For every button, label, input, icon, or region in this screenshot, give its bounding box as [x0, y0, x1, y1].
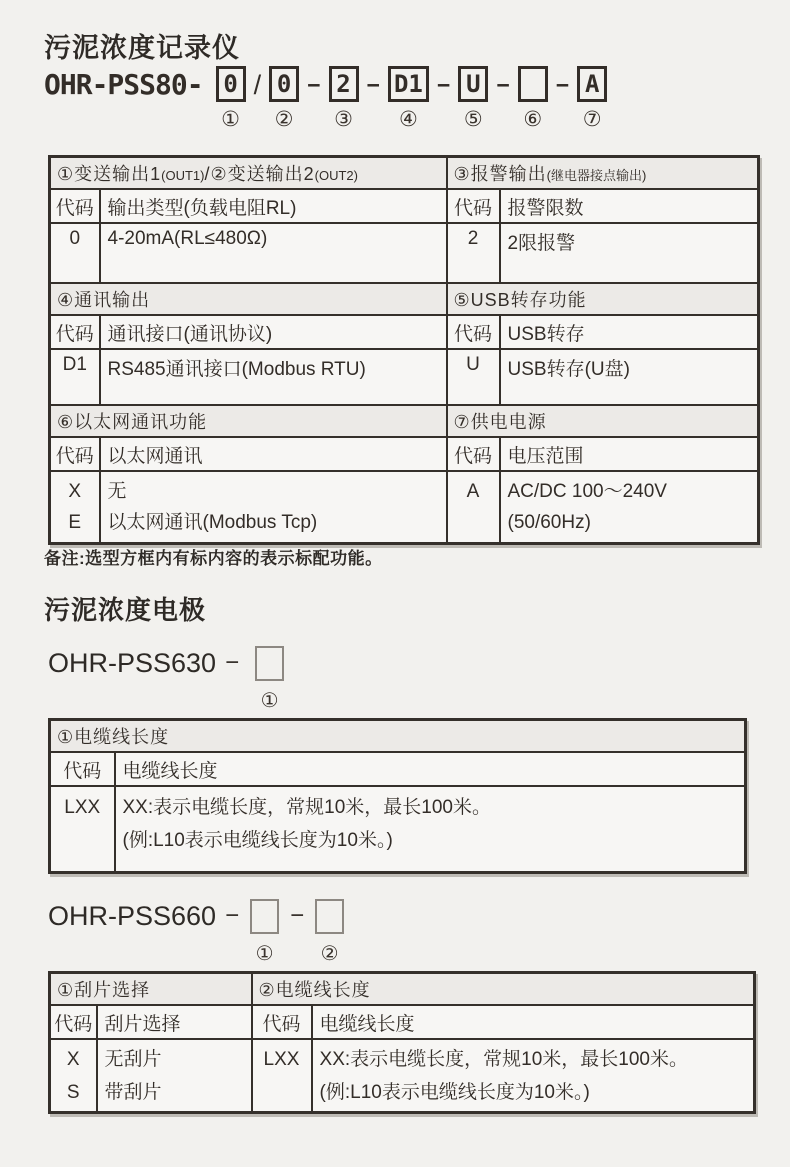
bank2-left-header: ④通讯输出 — [50, 283, 447, 315]
code-cell: D1 — [50, 349, 100, 405]
desc-line: 以太网通讯(Modbus Tcp) — [107, 512, 318, 533]
circle-2-label: ② — [274, 108, 294, 131]
pss80-code-box-7: A — [577, 66, 607, 102]
pss630-model-prefix: OHR-PSS630 — [48, 648, 217, 678]
separator-dash: − — [225, 649, 240, 676]
desc-column-header: 电缆线长度 — [312, 1005, 755, 1039]
pss80-option-2 — [269, 66, 299, 131]
code-column-header: 代码 — [447, 189, 500, 223]
separator-slash: / — [253, 70, 262, 100]
table-row — [50, 437, 759, 471]
table-row — [50, 405, 759, 437]
desc-cell: 2限报警 — [500, 223, 759, 283]
pss630-code-box-empty — [255, 646, 284, 681]
code-column-header: 代码 — [50, 437, 100, 471]
table-row — [50, 752, 746, 786]
code-cell — [447, 471, 500, 544]
pss80-option-4 — [388, 66, 429, 131]
code-cell — [50, 786, 115, 873]
standard-config-note: 备注:选型方框内有标内容的表示标配功能。 — [44, 549, 383, 568]
separator-dash-4: − — [496, 72, 510, 98]
circle-6-label: ⑥ — [523, 108, 543, 131]
desc-column-header: USB转存 — [500, 315, 759, 349]
circle-5-label: ⑤ — [463, 108, 483, 131]
pss80-option-1 — [216, 66, 246, 131]
pss80-code-box-2: 0 — [269, 66, 299, 102]
desc-cell — [312, 1039, 755, 1113]
separator-dash-2: − — [366, 72, 380, 98]
code-column-header: 代码 — [447, 315, 500, 349]
circle-1-label: ① — [255, 943, 274, 965]
bank2-right-header: ⑤USB转存功能 — [447, 283, 759, 315]
desc-cell: USB转存(U盘) — [500, 349, 759, 405]
circle-1-label: ① — [221, 108, 240, 131]
pss630-model-row — [48, 643, 291, 712]
pss80-code-box-4: D1 — [388, 66, 429, 102]
code-cell: 0 — [50, 223, 100, 283]
scraper-header: ①刮片选择 — [50, 973, 252, 1006]
table-row — [50, 283, 759, 315]
desc-line: 无 — [107, 481, 127, 502]
desc-column-header: 电压范围 — [500, 437, 759, 471]
desc-cell: 4-20mA(RL≤480Ω) — [100, 223, 447, 283]
desc-column-header: 通讯接口(通讯协议) — [100, 315, 447, 349]
pss660-option-2 — [315, 896, 344, 965]
recorder-title: 污泥浓度记录仪 — [44, 33, 240, 63]
pss660-selection-table — [48, 971, 756, 1114]
bank3-left-header: ⑥以太网通讯功能 — [50, 405, 447, 437]
desc-line: XX:表示电缆长度，常规10米，最长100米。 — [319, 1049, 688, 1070]
pss630-option-1 — [255, 643, 284, 712]
separator-dash: − — [290, 902, 305, 929]
bank3-right-header: ⑦供电电源 — [447, 405, 759, 437]
desc-column-header: 报警限数 — [500, 189, 759, 223]
code-cell — [50, 471, 100, 544]
table-row — [50, 315, 759, 349]
code-line: LXX — [64, 797, 101, 818]
separator-dash-1: − — [307, 72, 321, 98]
desc-line: 带刮片 — [104, 1082, 162, 1103]
table-row — [50, 223, 759, 283]
code-line: X — [66, 1049, 80, 1070]
table-row — [50, 1005, 755, 1039]
table-row — [50, 720, 746, 753]
pss80-option-5 — [458, 66, 488, 131]
desc-cell: RS485通讯接口(Modbus RTU) — [100, 349, 447, 405]
separator-dash-3: − — [436, 72, 451, 98]
pss80-code-box-6-empty — [518, 66, 548, 102]
table-row — [50, 157, 759, 190]
electrode-title: 污泥浓度电极 — [44, 595, 207, 625]
desc-cell — [500, 471, 759, 544]
desc-cell — [100, 471, 447, 544]
desc-line: 无刮片 — [104, 1049, 162, 1070]
table-row — [50, 349, 759, 405]
code-cell: 2 — [447, 223, 500, 283]
code-cell: U — [447, 349, 500, 405]
table-row — [50, 1039, 755, 1113]
table-row — [50, 189, 759, 223]
code-line: A — [466, 481, 480, 502]
desc-column-header: 刮片选择 — [97, 1005, 252, 1039]
pss80-code-box-5: U — [458, 66, 488, 102]
bank1-left-header: ①变送输出1(OUT1)/②变送输出2(OUT2) — [50, 157, 447, 190]
desc-line: XX:表示电缆长度，常规10米，最长100米。 — [122, 797, 491, 818]
circle-4-label: ④ — [399, 108, 418, 131]
desc-column-header: 电缆线长度 — [115, 752, 746, 786]
pss660-code-box-1-empty — [250, 899, 279, 934]
desc-line: (例:L10表示电缆线长度为10米。) — [122, 830, 393, 851]
pss80-code-box-3: 2 — [329, 66, 359, 102]
pss660-option-1 — [250, 896, 279, 965]
desc-column-header: 输出类型(负载电阻RL) — [100, 189, 447, 223]
cable-length-header: ①电缆线长度 — [50, 720, 746, 753]
code-column-header: 代码 — [447, 437, 500, 471]
pss80-selection-table — [48, 155, 760, 545]
desc-line: (例:L10表示电缆线长度为10米。) — [319, 1082, 590, 1103]
code-cell — [252, 1039, 312, 1113]
desc-cell — [115, 786, 746, 873]
code-line: X — [68, 481, 82, 502]
table-row — [50, 471, 759, 544]
pss80-model-prefix: OHR-PSS80- — [44, 68, 203, 101]
pss660-code-box-2-empty — [315, 899, 344, 934]
cable-length-header: ②电缆线长度 — [252, 973, 755, 1006]
pss80-option-6 — [518, 66, 548, 131]
code-line: LXX — [263, 1049, 300, 1070]
code-line: S — [66, 1082, 80, 1103]
circle-3-label: ③ — [334, 108, 353, 131]
pss630-selection-table — [48, 718, 747, 874]
pss80-option-7 — [577, 66, 607, 131]
circle-7-label: ⑦ — [582, 108, 602, 131]
separator-dash: − — [225, 902, 240, 929]
desc-line: AC/DC 100～240V — [507, 481, 667, 502]
desc-line: (50/60Hz) — [507, 512, 591, 533]
code-column-header: 代码 — [252, 1005, 312, 1039]
pss80-model-row — [44, 66, 614, 131]
desc-cell — [97, 1039, 252, 1113]
pss80-option-3 — [329, 66, 359, 131]
code-column-header: 代码 — [50, 315, 100, 349]
table-row — [50, 973, 755, 1006]
circle-1-label: ① — [260, 690, 279, 712]
pss660-model-row — [48, 896, 346, 965]
bank1-right-header: ③报警输出(继电器接点输出) — [447, 157, 759, 190]
circle-2-label: ② — [320, 943, 339, 965]
code-cell — [50, 1039, 97, 1113]
table-row — [50, 786, 746, 873]
code-line: E — [68, 512, 82, 533]
pss660-model-prefix: OHR-PSS660 — [48, 901, 217, 931]
code-column-header: 代码 — [50, 752, 115, 786]
code-column-header: 代码 — [50, 1005, 97, 1039]
pss80-code-box-1: 0 — [216, 66, 246, 102]
desc-column-header: 以太网通讯 — [100, 437, 447, 471]
separator-dash-5: − — [555, 72, 570, 98]
code-column-header: 代码 — [50, 189, 100, 223]
